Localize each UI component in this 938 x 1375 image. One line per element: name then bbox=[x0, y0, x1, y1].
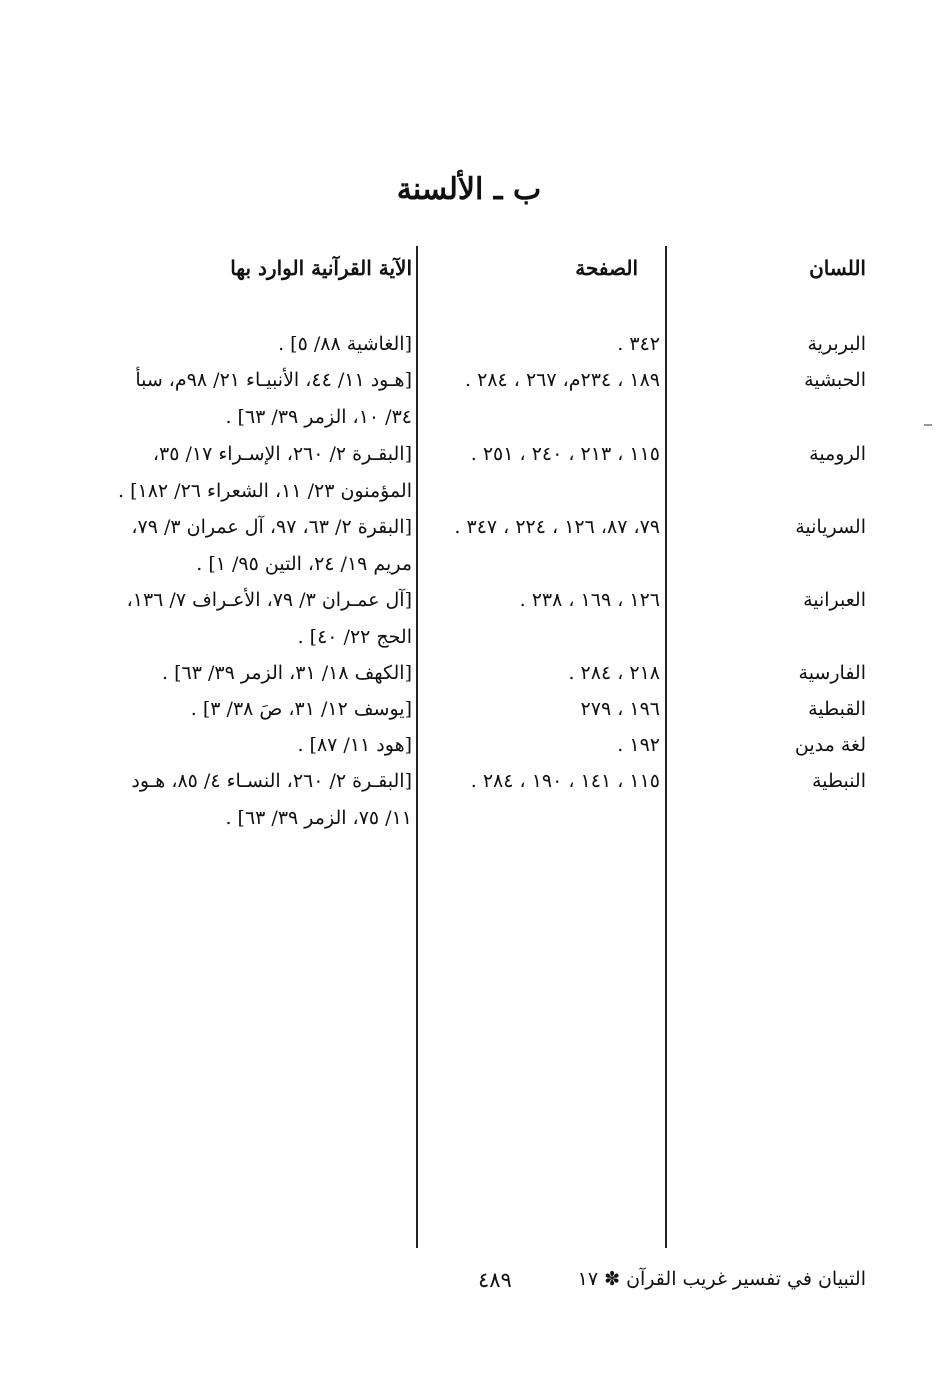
row-language: البربرية bbox=[807, 333, 866, 355]
row-pages: ١١٥ ، ١٤١ ، ١٩٠ ، ٢٨٤ . bbox=[470, 770, 660, 792]
header-verses: الآية القرآنية الوارد بها bbox=[230, 256, 412, 280]
page-number: ٤٨٩ bbox=[478, 1268, 512, 1292]
row-pages: ٧٩، ٨٧، ١٢٦ ، ٢٢٤ ، ٣٤٧ . bbox=[454, 516, 660, 538]
row-language: الحبشية bbox=[804, 369, 866, 391]
row-language: الفارسية bbox=[798, 662, 866, 684]
row-verses-line: [هود ١١/ ٨٧] . bbox=[297, 734, 412, 756]
row-language: الرومية bbox=[809, 443, 866, 465]
row-language: لغة مدين bbox=[794, 734, 866, 756]
section-title: ب ـ الألسنة bbox=[396, 172, 542, 207]
row-verses-line: [البقـرة ٢/ ٢٦٠، النسـاء ٤/ ٨٥، هـود bbox=[131, 770, 412, 792]
row-pages: ١٨٩ ، ٢٣٤م، ٢٦٧ ، ٢٨٤ . bbox=[465, 369, 660, 391]
row-language: النبطية bbox=[811, 770, 866, 792]
row-pages: ١٩٢ . bbox=[617, 734, 660, 756]
row-verses-line: [الغاشية ٨٨/ ٥] . bbox=[278, 333, 412, 355]
row-language: السريانية bbox=[795, 516, 866, 538]
row-language: القبطية bbox=[808, 698, 866, 720]
row-verses-line: مريم ١٩/ ٢٤، التين ٩٥/ ١] . bbox=[196, 553, 412, 575]
header-page: الصفحة bbox=[575, 256, 638, 280]
header-language: اللسان bbox=[809, 256, 866, 280]
row-verses-line: المؤمنون ٢٣/ ١١، الشعراء ٢٦/ ١٨٢] . bbox=[118, 480, 412, 502]
row-language: العبرانية bbox=[803, 589, 866, 611]
row-pages: ١٢٦ ، ١٦٩ ، ٢٣٨ . bbox=[519, 589, 660, 611]
row-pages: ٣٤٢ . bbox=[617, 333, 660, 355]
row-pages: ١١٥ ، ٢١٣ ، ٢٤٠ ، ٢٥١ . bbox=[470, 443, 660, 465]
scan-mark bbox=[924, 424, 932, 426]
row-verses-line: [آل عمـران ٣/ ٧٩، الأعـراف ٧/ ١٣٦، bbox=[126, 589, 412, 611]
footer-book-title: التبيان في تفسير غريب القرآن ✽ ١٧ bbox=[577, 1268, 866, 1290]
row-pages: ٢١٨ ، ٢٨٤ . bbox=[568, 662, 660, 684]
row-verses-line: ١١/ ٧٥، الزمر ٣٩/ ٦٣] . bbox=[225, 807, 412, 829]
row-verses-line: [البقـرة ٢/ ٢٦٠، الإسـراء ١٧/ ٣٥، bbox=[152, 443, 412, 465]
row-verses-line: [هـود ١١/ ٤٤، الأنبيـاء ٢١/ ٩٨م، سبأ bbox=[135, 369, 412, 391]
row-verses-line: ٣٤/ ١٠، الزمر ٣٩/ ٦٣] . bbox=[225, 406, 412, 428]
row-verses-line: الحج ٢٢/ ٤٠] . bbox=[297, 626, 412, 648]
row-pages: ١٩٦ ، ٢٧٩ bbox=[580, 698, 660, 720]
row-verses-line: [الكهف ١٨/ ٣١، الزمر ٣٩/ ٦٣] . bbox=[162, 662, 412, 684]
row-verses-line: [البقرة ٢/ ٦٣، ٩٧، آل عمران ٣/ ٧٩، bbox=[131, 516, 412, 538]
row-verses-line: [يوسف ١٢/ ٣١، صَ ٣٨/ ٣] . bbox=[190, 698, 412, 720]
